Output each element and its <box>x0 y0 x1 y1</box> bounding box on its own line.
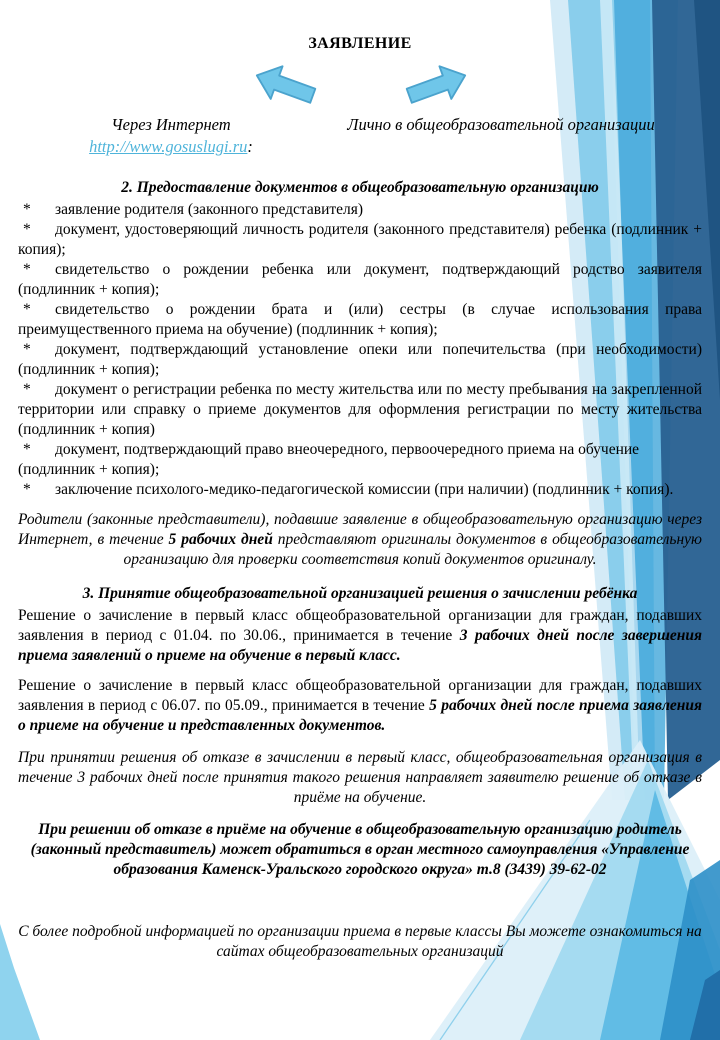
channel-in-person <box>336 114 666 158</box>
list-item <box>18 200 702 220</box>
appeal-note: При решении об отказе в приёме на обучение в общеобразовательную организацию родитель (законный представитель) может обратиться в орган местного самоуправления «Управление образования Каменск-Уральского городского округа» т.8 (3439) 39-62-02 <box>30 821 690 878</box>
documents-list <box>18 200 702 500</box>
list-item <box>18 480 702 500</box>
list-item-text: документ о регистрации ребенка по месту жительства или по месту пребывания на закрепленной территории или справку о приеме документов для оформления регистрации по месту жительства (подлинник + копия) <box>18 381 702 438</box>
list-item-text: документ, подтверждающий установление опеки или попечительства (при необходимости) (подлинник + копия); <box>18 341 702 378</box>
bullet-marker: * <box>23 341 31 358</box>
paragraph-text: Решение о зачисление в первый класс общеобразовательной организации для граждан, подавших заявления в период с 01.04. по 30.06., принимается в течение <box>18 607 702 644</box>
note-deadline: 5 рабочих дней <box>168 531 273 548</box>
list-item-text: документ, подтверждающий право внеочередного, первоочередного приема на обучение (подлинник + копия); <box>18 441 640 478</box>
decision-period1-paragraph <box>18 606 702 666</box>
list-item-text: свидетельство о рождении брата и (или) сестры (в случае использования права преимущественного приема на обучение) (подлинник + копия); <box>18 301 702 338</box>
channel-internet <box>18 114 324 158</box>
list-item <box>18 440 702 480</box>
section2-heading: 2. Предоставление документов в общеобразовательную организацию <box>121 179 599 196</box>
bullet-marker: * <box>23 381 31 398</box>
paragraph-deadline: 3 рабочих дней после завершения приема заявлений о приеме на обучение в первый класс. <box>18 627 702 664</box>
refusal-note: При принятии решения об отказе в зачислении в первый класс, общеобразовательная организация в течение 3 рабочих дней после принятия такого решения направляет заявителю решение об отказе в приёме на обучение. <box>18 749 702 806</box>
list-item <box>18 340 702 380</box>
list-item-text: свидетельство о рождении ребенка или документ, подтверждающий родство заявителя (подлинник + копия); <box>18 261 702 298</box>
arrow-down-right-icon <box>401 55 474 116</box>
bullet-marker: * <box>23 221 31 238</box>
list-item-text: заявление родителя (законного представителя) <box>55 201 364 218</box>
list-item <box>18 260 702 300</box>
arrow-down-left-icon <box>249 55 322 116</box>
bullet-marker: * <box>23 261 31 278</box>
bullet-marker: * <box>23 201 31 218</box>
bullet-marker: * <box>23 301 31 318</box>
gosuslugi-link[interactable]: http://www.gosuslugi.ru <box>89 137 248 156</box>
list-item <box>18 300 702 340</box>
footer-note: С более подробной информацией по организации приема в первые классы Вы можете ознакомиться на сайтах общеобразовательных организаций <box>18 923 702 960</box>
list-item-text: документ, удостоверяющий личность родителя (законного представителя) ребенка (подлинник + копия); <box>18 221 702 258</box>
application-channels <box>18 114 702 158</box>
list-item-text: заключение психолого-медико-педагогической комиссии (при наличии) (подлинник + копия). <box>55 481 674 498</box>
decision-period2-paragraph <box>18 676 702 736</box>
note-text: представляют оригиналы документов в общеобразовательную организацию для проверки соответствия копий документов оригиналу. <box>123 531 702 568</box>
link-colon: : <box>247 137 253 156</box>
internet-originals-note <box>18 510 702 570</box>
bullet-marker: * <box>23 441 31 458</box>
note-text: Родители (законные представители), подавшие заявление в общеобразовательную организацию через Интернет, в течение <box>18 511 702 548</box>
paragraph-deadline: 5 рабочих дней после приема заявления о приеме на обучение и представленных документов. <box>18 697 702 734</box>
channel-in-person-label: Лично в общеобразовательной организации <box>347 115 655 134</box>
bullet-marker: * <box>23 481 31 498</box>
arrows-row <box>18 56 702 110</box>
list-item <box>18 220 702 260</box>
list-item <box>18 380 702 440</box>
channel-internet-label: Через Интернет <box>111 115 231 134</box>
page-title: ЗАЯВЛЕНИЕ <box>308 35 412 52</box>
paragraph-text: Решение о зачисление в первый класс общеобразовательной организации для граждан, подавших заявления в период с 06.07. по 05.09., принимается в течение <box>18 677 702 714</box>
section3-heading: 3. Принятие общеобразовательной организацией решения о зачислении ребёнка <box>82 585 638 602</box>
